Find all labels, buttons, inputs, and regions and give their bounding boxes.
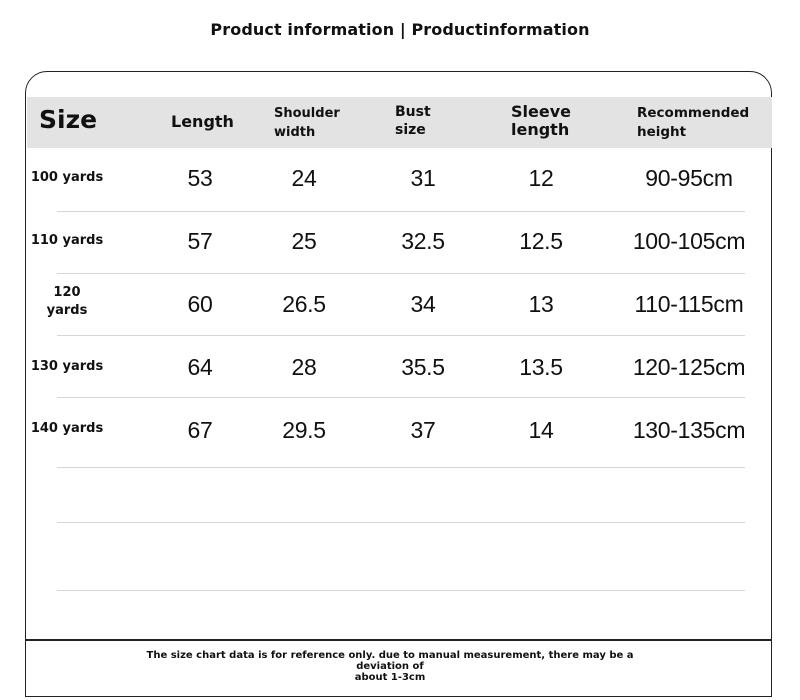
- header-length: Length: [171, 112, 234, 131]
- cell-sleeve: 12: [528, 165, 554, 191]
- header-shoulder-line2: width: [274, 125, 316, 140]
- row-divider: [57, 397, 745, 398]
- cell-shoulder: 26.5: [282, 291, 326, 317]
- cell-height: 90-95cm: [645, 165, 733, 191]
- row-divider: [57, 335, 745, 336]
- cell-shoulder: 28: [291, 354, 317, 380]
- header-bust-line2: size: [395, 122, 426, 138]
- cell-sleeve: 12.5: [519, 228, 563, 254]
- row-divider: [57, 211, 745, 212]
- cell-length: 67: [187, 417, 213, 443]
- cell-sleeve: 14: [528, 417, 554, 443]
- cell-length: 57: [187, 228, 213, 254]
- cell-length: 53: [187, 165, 213, 191]
- footer-note-line1: The size chart data is for reference only. due to manual measurement, there may be a deviation of: [146, 650, 634, 672]
- header-size: Size: [39, 105, 98, 134]
- row-size: 100 yards: [30, 170, 104, 185]
- header-bust-size: [395, 103, 431, 139]
- cell-bust: 35.5: [401, 354, 445, 380]
- row-divider: [57, 467, 745, 468]
- cell-height: 130-135cm: [632, 417, 746, 443]
- cell-sleeve: 13: [528, 291, 554, 317]
- cell-bust: 31: [410, 165, 436, 191]
- header-shoulder-line1: Shoulder: [274, 106, 340, 121]
- page-title: Product information | Productinformation: [210, 20, 590, 39]
- cell-length: 60: [187, 291, 213, 317]
- header-sleeve-length: [511, 103, 571, 139]
- cell-shoulder: 24: [291, 165, 317, 191]
- header-sleeve-line2: length: [511, 120, 570, 139]
- row-size-line1: 120: [53, 285, 81, 300]
- cell-height: 100-105cm: [632, 228, 746, 254]
- cell-bust: 32.5: [401, 228, 445, 254]
- cell-length: 64: [187, 354, 213, 380]
- header-recommended-height: [637, 104, 749, 142]
- cell-bust: 34: [410, 291, 436, 317]
- cell-sleeve: 13.5: [519, 354, 563, 380]
- row-size-line2: yards: [46, 302, 88, 318]
- header-shoulder-width: [274, 104, 340, 142]
- footer-divider: [25, 639, 772, 641]
- cell-height: 110-115cm: [634, 291, 744, 317]
- cell-shoulder: 29.5: [282, 417, 326, 443]
- row-size: 130 yards: [30, 359, 104, 374]
- row-divider: [57, 522, 745, 523]
- header-height-line2: height: [637, 124, 687, 140]
- row-divider: [57, 273, 745, 274]
- cell-shoulder: 25: [291, 228, 317, 254]
- row-size: 140 yards: [30, 421, 104, 436]
- row-size: 110 yards: [30, 233, 104, 248]
- footer-note-line2: about 1-3cm: [354, 672, 426, 683]
- header-sleeve-line1: Sleeve: [511, 102, 571, 121]
- footer-note: [120, 650, 660, 683]
- header-bust-line1: Bust: [395, 104, 431, 120]
- header-height-line1: Recommended: [637, 105, 750, 121]
- row-size: [25, 284, 109, 319]
- row-divider: [57, 590, 745, 591]
- cell-bust: 37: [410, 417, 436, 443]
- cell-height: 120-125cm: [632, 354, 746, 380]
